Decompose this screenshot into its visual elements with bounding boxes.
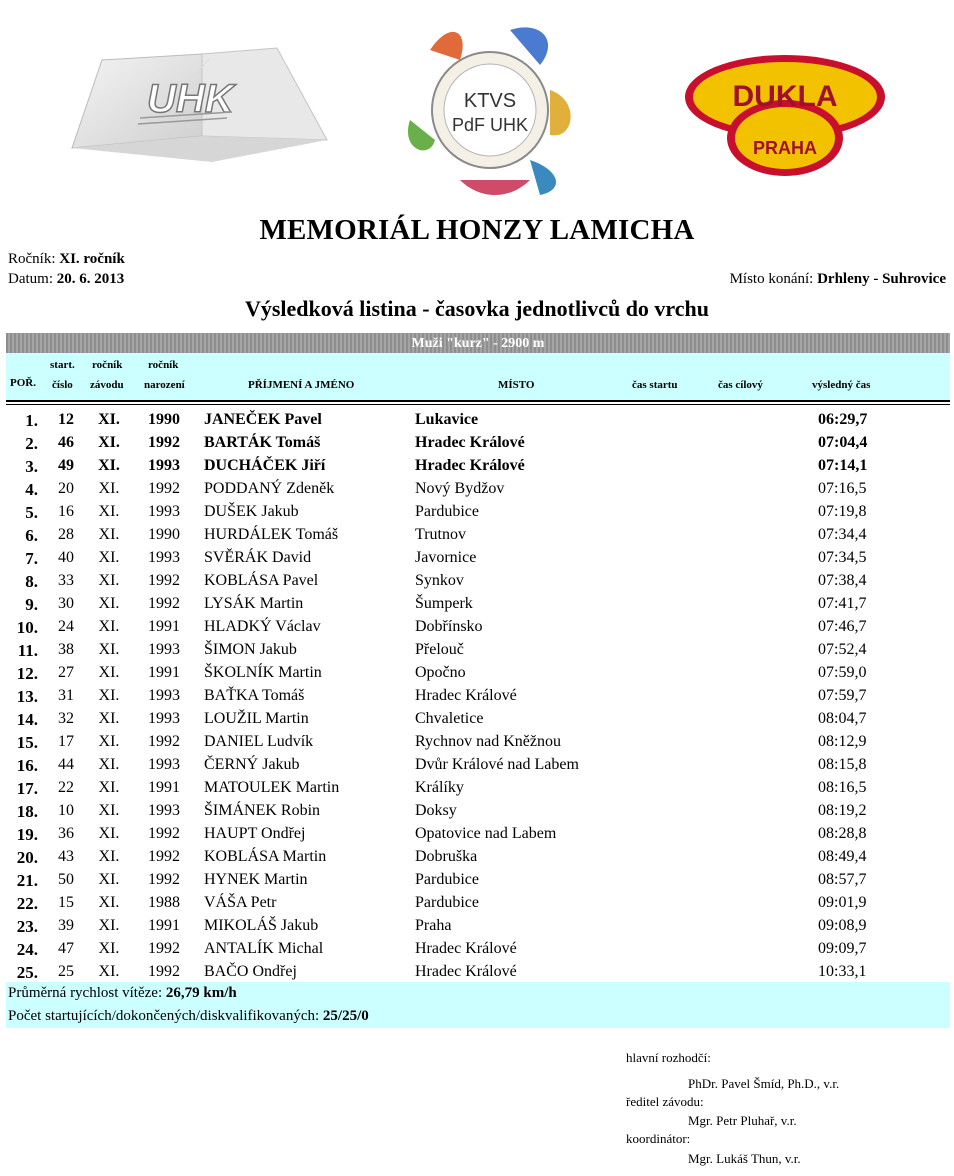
race-year: XI.: [98, 434, 120, 451]
birth-year: 1993: [148, 710, 180, 727]
start-number: 39: [58, 917, 74, 934]
hometown: Trutnov: [415, 526, 466, 543]
rank: 17.: [16, 779, 38, 798]
rank: 8.: [25, 572, 38, 591]
start-number: 10: [58, 802, 74, 819]
race-year: XI.: [98, 871, 120, 888]
athlete-name: LOUŽIL Martin: [204, 710, 309, 727]
table-row: [6, 868, 950, 891]
race-year: XI.: [98, 687, 120, 704]
misto-label: Místo konání:: [729, 271, 814, 287]
race-year: XI.: [98, 549, 120, 566]
birth-year: 1993: [148, 802, 180, 819]
race-year: XI.: [98, 664, 120, 681]
results-table: [6, 408, 950, 983]
col-rz-bot: závodu: [90, 379, 124, 391]
start-number: 16: [58, 503, 74, 520]
table-row: [6, 730, 950, 753]
athlete-name: VÁŠA Petr: [204, 894, 277, 911]
birth-year: 1993: [148, 756, 180, 773]
hometown: Opatovice nad Labem: [415, 825, 557, 842]
athlete-name: JANEČEK Pavel: [204, 411, 322, 428]
birth-year: 1993: [148, 549, 180, 566]
result-time: 08:49,4: [818, 848, 867, 865]
hometown: Praha: [415, 917, 452, 934]
start-number: 12: [58, 411, 74, 428]
birth-year: 1993: [148, 503, 180, 520]
result-time: 07:34,4: [818, 526, 867, 543]
start-number: 28: [58, 526, 74, 543]
birth-year: 1993: [148, 687, 180, 704]
start-number: 30: [58, 595, 74, 612]
race-year: XI.: [98, 940, 120, 957]
results-subtitle: Výsledková listina - časovka jednotlivců do vrchu: [244, 296, 710, 321]
result-time: 07:59,7: [818, 687, 867, 704]
misto-value: Drhleny - Suhrovice: [817, 271, 946, 287]
coordinator-label: koordinátor:: [626, 1131, 691, 1146]
col-nar-top: ročník: [148, 359, 179, 371]
table-row: [6, 960, 950, 983]
result-time: 09:01,9: [818, 894, 867, 911]
table-row: [6, 638, 950, 661]
athlete-name: DUŠEK Jakub: [204, 503, 299, 520]
hometown: Hradec Králové: [415, 434, 525, 451]
athlete-name: HLADKÝ Václav: [204, 618, 321, 635]
hometown: Hradec Králové: [415, 687, 517, 704]
birth-year: 1993: [148, 457, 180, 474]
rank: 19.: [16, 825, 38, 844]
race-year: XI.: [98, 503, 120, 520]
col-cas-startu: čas startu: [632, 379, 678, 391]
rank: 15.: [16, 733, 38, 752]
birth-year: 1992: [148, 733, 180, 750]
hometown: Lukavice: [415, 411, 479, 428]
result-time: 07:41,7: [818, 595, 867, 612]
category-bar: Muži "kurz" - 2900 m: [6, 333, 950, 353]
svg-text:PdF UHK: PdF UHK: [451, 115, 529, 135]
start-number: 49: [58, 457, 74, 474]
result-time: 09:09,7: [818, 940, 867, 957]
winner-speed: [8, 985, 237, 1002]
chief-judge-label: hlavní rozhodčí:: [626, 1050, 711, 1065]
race-year: XI.: [98, 457, 120, 474]
rank: 12.: [16, 664, 38, 683]
birth-year: 1993: [148, 641, 180, 658]
dukla-praha-logo: [680, 42, 890, 180]
start-number: 36: [58, 825, 74, 842]
table-row: [6, 753, 950, 776]
table-row: [6, 937, 950, 960]
race-year: XI.: [98, 917, 120, 934]
rank: 6.: [25, 526, 38, 545]
result-time: 07:16,5: [818, 480, 867, 497]
birth-year: 1992: [148, 871, 180, 888]
rank: 16.: [16, 756, 38, 775]
hometown: Javornice: [415, 549, 477, 566]
result-time: 08:04,7: [818, 710, 867, 727]
race-year: XI.: [98, 733, 120, 750]
birth-year: 1992: [148, 963, 180, 980]
athlete-name: LYSÁK Martin: [204, 595, 304, 612]
table-row: [6, 707, 950, 730]
rank: 1.: [25, 411, 38, 430]
header-rule-thin: [6, 404, 950, 405]
hometown: Hradec Králové: [415, 963, 517, 980]
result-time: 07:14,1: [818, 457, 868, 474]
count-label: Počet startujících/dokončených/diskvalifikovaných:: [8, 1008, 320, 1024]
rank: 14.: [16, 710, 38, 729]
result-time: 07:59,0: [818, 664, 867, 681]
rank: 23.: [16, 917, 38, 936]
start-number: 25: [58, 963, 74, 980]
birth-year: 1992: [148, 848, 180, 865]
datum-line: [8, 271, 124, 288]
result-time: 08:19,2: [818, 802, 867, 819]
result-time: 08:16,5: [818, 779, 867, 796]
hometown: Hradec Králové: [415, 457, 525, 474]
athlete-name: MIKOLÁŠ Jakub: [204, 917, 319, 934]
table-row: [6, 477, 950, 500]
race-director-label: ředitel závodu:: [626, 1094, 704, 1109]
athlete-name: BAČO Ondřej: [204, 963, 297, 980]
athlete-name: ČERNÝ Jakub: [204, 756, 300, 773]
result-time: 08:28,8: [818, 825, 867, 842]
race-year: XI.: [98, 894, 120, 911]
race-year: XI.: [98, 411, 120, 428]
result-time: 09:08,9: [818, 917, 867, 934]
hometown: Dvůr Králové nad Labem: [415, 756, 579, 773]
hometown: Šumperk: [415, 595, 473, 612]
chief-judge-name: PhDr. Pavel Šmíd, Ph.D., v.r.: [688, 1076, 840, 1091]
start-number: 15: [58, 894, 74, 911]
birth-year: 1991: [148, 618, 180, 635]
race-year: XI.: [98, 963, 120, 980]
col-name: PŘÍJMENÍ A JMÉNO: [248, 379, 355, 391]
table-row: [6, 914, 950, 937]
rank: 10.: [16, 618, 38, 637]
table-row: [6, 569, 950, 592]
rank: 18.: [16, 802, 38, 821]
athlete-name: KOBLÁSA Pavel: [204, 572, 319, 589]
result-time: 07:46,7: [818, 618, 867, 635]
result-time: 08:15,8: [818, 756, 867, 773]
participant-count: [8, 1008, 369, 1025]
athlete-name: ŠKOLNÍK Martin: [204, 664, 322, 681]
rocnik-label: Ročník:: [8, 251, 56, 267]
start-number: 47: [58, 940, 74, 957]
start-number: 32: [58, 710, 74, 727]
athlete-name: MATOULEK Martin: [204, 779, 340, 796]
hometown: Pardubice: [415, 871, 479, 888]
race-year: XI.: [98, 572, 120, 589]
birth-year: 1992: [148, 595, 180, 612]
start-number: 33: [58, 572, 74, 589]
svg-text:UHK: UHK: [147, 77, 234, 121]
table-row: [6, 408, 950, 431]
col-rz-top: ročník: [92, 359, 123, 371]
birth-year: 1992: [148, 434, 180, 451]
datum-label: Datum:: [8, 271, 53, 287]
start-number: 27: [58, 664, 74, 681]
athlete-name: ANTALÍK Michal: [204, 940, 324, 957]
start-number: 44: [58, 756, 74, 773]
col-por: POŘ.: [10, 377, 36, 389]
athlete-name: HYNEK Martin: [204, 871, 308, 888]
uhk-logo: [62, 40, 337, 170]
race-year: XI.: [98, 802, 120, 819]
count-value: 25/25/0: [322, 1008, 369, 1024]
hometown: Hradec Králové: [415, 940, 517, 957]
hometown: Synkov: [415, 572, 464, 589]
datum-value: 20. 6. 2013: [56, 271, 125, 287]
hometown: Nový Bydžov: [415, 480, 505, 497]
rocnik-line: [8, 251, 125, 268]
table-row: [6, 684, 950, 707]
birth-year: 1990: [148, 526, 180, 543]
hometown: Doksy: [415, 802, 457, 819]
birth-year: 1991: [148, 917, 180, 934]
start-number: 38: [58, 641, 74, 658]
hometown: Pardubice: [415, 503, 479, 520]
start-number: 17: [58, 733, 74, 750]
misto-line: [730, 271, 946, 288]
hometown: Chvaletice: [415, 710, 484, 727]
result-time: 06:29,7: [818, 411, 868, 428]
rank: 9.: [25, 595, 38, 614]
athlete-name: BAŤKA Tomáš: [204, 687, 305, 704]
rank: 22.: [16, 894, 38, 913]
table-row: [6, 845, 950, 868]
result-time: 07:04,4: [818, 434, 868, 451]
result-time: 07:52,4: [818, 641, 867, 658]
rank: 13.: [16, 687, 38, 706]
table-row: [6, 891, 950, 914]
col-misto: MÍSTO: [498, 379, 535, 391]
race-year: XI.: [98, 641, 120, 658]
table-row: [6, 454, 950, 477]
rank: 2.: [25, 434, 38, 453]
birth-year: 1992: [148, 940, 180, 957]
start-number: 22: [58, 779, 74, 796]
start-number: 20: [58, 480, 74, 497]
table-row: [6, 546, 950, 569]
race-year: XI.: [98, 526, 120, 543]
race-year: XI.: [98, 825, 120, 842]
coordinator-name: Mgr. Lukáš Thun, v.r.: [688, 1151, 801, 1166]
rank: 11.: [17, 641, 38, 660]
ktvs-logo: [390, 10, 590, 205]
result-time: 10:33,1: [818, 963, 867, 980]
svg-text:DUKLA: DUKLA: [732, 80, 838, 113]
result-time: 08:12,9: [818, 733, 867, 750]
start-number: 46: [58, 434, 74, 451]
table-row: [6, 661, 950, 684]
athlete-name: SVĚRÁK David: [204, 549, 312, 566]
athlete-name: HURDÁLEK Tomáš: [204, 526, 339, 543]
rank: 4.: [25, 480, 38, 499]
table-row: [6, 776, 950, 799]
rank: 7.: [25, 549, 38, 568]
athlete-name: HAUPT Ondřej: [204, 825, 306, 842]
athlete-name: DUCHÁČEK Jiří: [204, 457, 326, 474]
col-start-bot: číslo: [52, 379, 73, 391]
table-row: [6, 799, 950, 822]
hometown: Dobřínsko: [415, 618, 483, 635]
rank: 5.: [25, 503, 38, 522]
speed-value: 26,79 km/h: [165, 985, 237, 1001]
col-vysledny: výsledný čas: [812, 379, 871, 391]
result-time: 07:38,4: [818, 572, 867, 589]
header-rule: [6, 400, 950, 402]
col-start-top: start.: [50, 359, 75, 371]
svg-text:PRAHA: PRAHA: [752, 138, 818, 158]
athlete-name: ŠIMON Jakub: [204, 641, 297, 658]
table-row: [6, 523, 950, 546]
result-time: 07:34,5: [818, 549, 867, 566]
col-cas-cilovy: čas cílový: [718, 379, 763, 391]
start-number: 40: [58, 549, 74, 566]
athlete-name: BARTÁK Tomáš: [204, 434, 321, 451]
birth-year: 1991: [148, 664, 180, 681]
race-year: XI.: [98, 848, 120, 865]
hometown: Rychnov nad Kněžnou: [415, 733, 561, 750]
table-header: [6, 353, 950, 401]
col-nar-bot: narození: [144, 379, 185, 391]
result-time: 08:57,7: [818, 871, 867, 888]
hometown: Pardubice: [415, 894, 479, 911]
race-year: XI.: [98, 756, 120, 773]
rank: 24.: [16, 940, 38, 959]
page-title: MEMORIÁL HONZY LAMICHA: [259, 214, 695, 246]
hometown: Dobruška: [415, 848, 478, 865]
birth-year: 1990: [148, 411, 180, 428]
birth-year: 1988: [148, 894, 180, 911]
svg-text:KTVS: KTVS: [463, 90, 517, 112]
athlete-name: PODDANÝ Zdeněk: [204, 480, 335, 497]
start-number: 43: [58, 848, 74, 865]
birth-year: 1992: [148, 480, 180, 497]
rank: 21.: [16, 871, 38, 890]
table-row: [6, 431, 950, 454]
rank: 20.: [16, 848, 38, 867]
result-time: 07:19,8: [818, 503, 867, 520]
start-number: 24: [58, 618, 74, 635]
table-row: [6, 500, 950, 523]
start-number: 31: [58, 687, 74, 704]
hometown: Opočno: [415, 664, 466, 681]
hometown: Králíky: [415, 779, 464, 796]
start-number: 50: [58, 871, 74, 888]
athlete-name: KOBLÁSA Martin: [204, 848, 327, 865]
rank: 3.: [25, 457, 38, 476]
table-row: [6, 592, 950, 615]
table-row: [6, 822, 950, 845]
birth-year: 1991: [148, 779, 180, 796]
race-year: XI.: [98, 710, 120, 727]
birth-year: 1992: [148, 572, 180, 589]
rank: 25.: [16, 963, 38, 982]
race-director-name: Mgr. Petr Pluhař, v.r.: [688, 1113, 797, 1128]
speed-label: Průměrná rychlost vítěze:: [8, 985, 163, 1001]
athlete-name: DANIEL Ludvík: [204, 733, 314, 750]
summary-footer: [6, 982, 950, 1028]
race-year: XI.: [98, 595, 120, 612]
birth-year: 1992: [148, 825, 180, 842]
rocnik-value: XI. ročník: [59, 251, 125, 267]
table-row: [6, 615, 950, 638]
race-year: XI.: [98, 618, 120, 635]
hometown: Přelouč: [415, 641, 464, 658]
race-year: XI.: [98, 480, 120, 497]
athlete-name: ŠIMÁNEK Robin: [204, 802, 321, 819]
race-year: XI.: [98, 779, 120, 796]
